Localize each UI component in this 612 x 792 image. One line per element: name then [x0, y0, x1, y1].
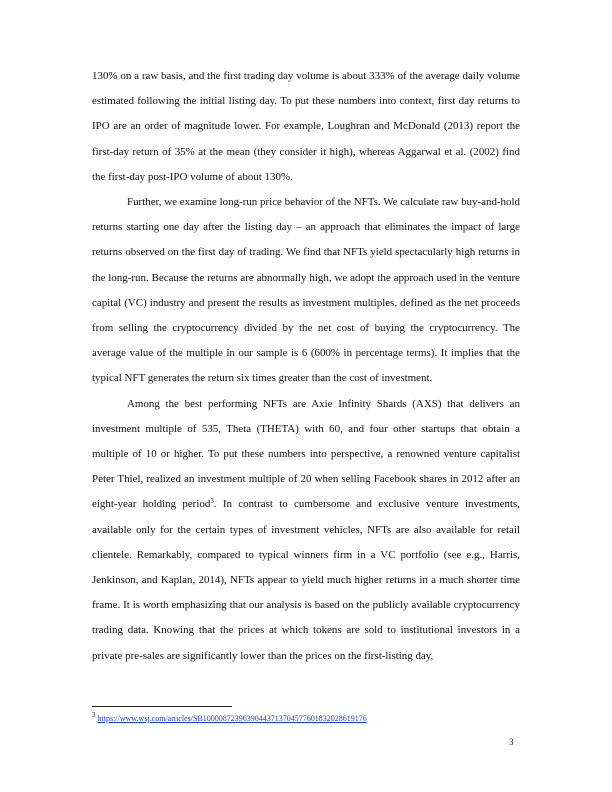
body-text — [92, 64, 520, 669]
footnote-link[interactable]: https://www.wsj.com/articles/SB10000872396390443713704577601832028619176 — [97, 714, 367, 723]
paragraph-3-text-after-note: . In contrast to cumbersome and exclusive venture investments, available only for the certain types of investment vehicles, NFTs are also available for retail clientele. Remarkably, compared to typical winners firm in a VC portfolio (see e.g., Harris, Jenkinson, and Kaplan, 2014), NFTs appear to yield much higher returns in a much shorter time frame. It is worth emphasizing that our analysis is based on the publicly available cryptocurrency trading data. Knowing that the prices at which tokens are sold to institutional investors in a private pre-sales are significantly lower than the prices on the first-listing day, — [92, 498, 520, 662]
paragraph-1: 130% on a raw basis, and the first trading day volume is about 333% of the average daily volume estimated following the initial listing day. To put these numbers into context, first day returns to IPO are an order of magnitude lower. For example, Loughran and McDonald (2013) report the first-day return of 35% at the mean (they consider it high), whereas Aggarwal et al. (2002) find the first-day post-IPO volume of about 130%. — [92, 70, 520, 183]
footnote — [92, 713, 522, 724]
paragraph-3 — [92, 392, 520, 669]
paragraph-3-text-before-note: Among the best performing NFTs are Axie Infinity Shards (AXS) that delivers an investment multiple of 535, Theta (THETA) with 60, and four other startups that obtain a multiple of 10 or higher. To put these numbers into perspective, a renowned venture capitalist Peter Thiel, realized an investment multiple of 20 when selling Facebook shares in 2012 after an eight-year holding period — [92, 397, 520, 511]
footnote-reference-mark[interactable]: 3 — [210, 497, 214, 506]
footnote-mark: 3 — [92, 711, 96, 719]
paragraph-2: Further, we examine long-run price behavior of the NFTs. We calculate raw buy-and-hold returns starting one day after the listing day – an approach that eliminates the impact of large returns observed on the first day of trading. We find that NFTs yield spectacularly high returns in the long-run. Because the returns are abnormally high, we adopt the approach used in the venture capital (VC) industry and present the results as investment multiples, defined as the net proceeds from selling the cryptocurrency divided by the net cost of buying the cryptocurrency. The average value of the multiple in our sample is 6 (600% in percentage terms). It implies that the typical NFT generates the return six times greater than the cost of investment. — [92, 196, 520, 385]
footnote-divider — [92, 706, 232, 707]
page-number: 3 — [509, 737, 514, 747]
